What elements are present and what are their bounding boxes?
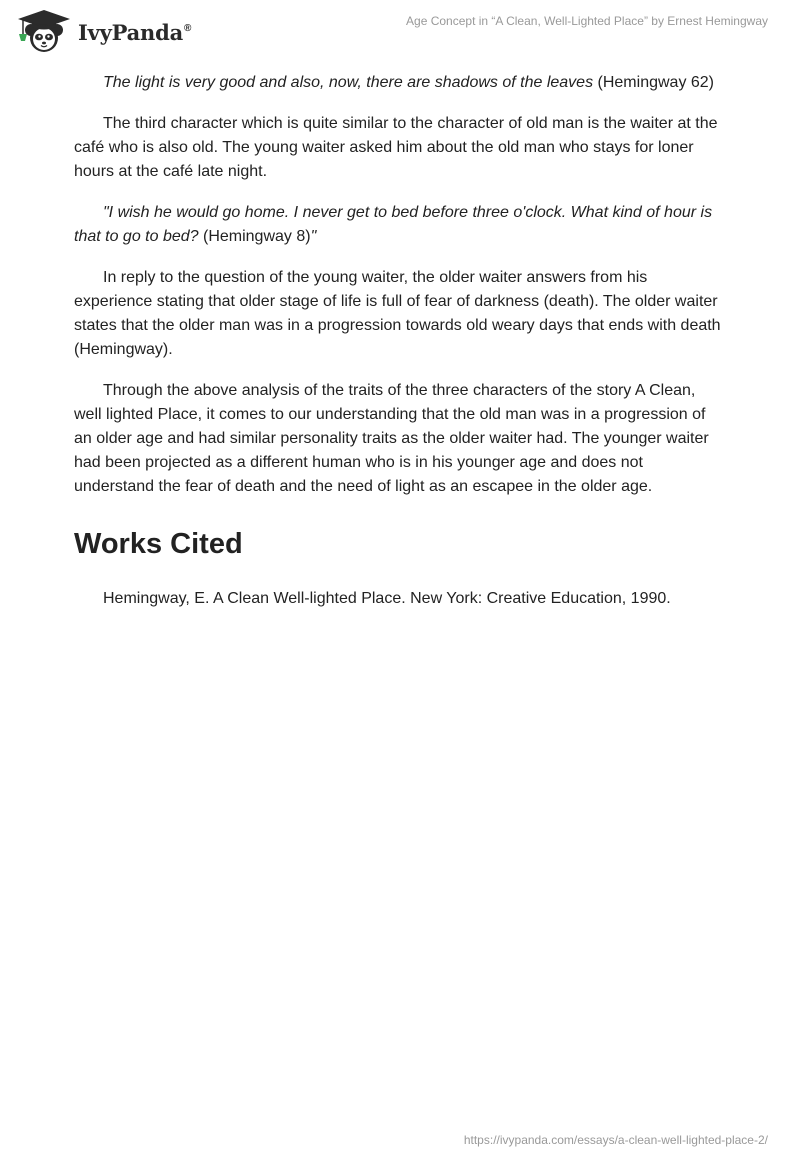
quote-paragraph-1 [74, 71, 724, 95]
works-cited-entry: Hemingway, E. A Clean Well-lighted Place. New York: Creative Education, 1990. [103, 590, 671, 607]
body-paragraph-2: In reply to the question of the young waiter, the older waiter answers from his experience stating that older stage of life is full of fear of darkness (death). The older waiter states that the older man was in a progression towards old weary days that ends with death (Hemingway). [74, 269, 721, 358]
body-paragraph-3: Through the above analysis of the traits of the three characters of the story A Clean, well lighted Place, it comes to our understanding that the old man was in a progression of an older age and had similar personality traits as the older waiter had. The younger waiter had been projected as a different human who is in his younger age and does not understand the fear of death and the need of light as an escapee in the older age. [74, 382, 709, 495]
works-cited-heading: Works Cited [74, 528, 243, 560]
running-title: Age Concept in “A Clean, Well-Lighted Place” by Ernest Hemingway [406, 14, 768, 28]
essay-content [74, 71, 724, 628]
registered-mark: ® [184, 22, 192, 34]
footer-url[interactable]: https://ivypanda.com/essays/a-clean-well-lighted-place-2/ [463, 1133, 768, 1147]
body-paragraph-1: The third character which is quite similar to the character of old man is the waiter at the café who is also old. The young waiter asked him about the old man who stays for loner hours at the café late night. [74, 115, 718, 180]
quote-2-citation: (Hemingway 8) [198, 228, 311, 245]
quote-1-citation: (Hemingway 62) [593, 74, 715, 91]
logo-text: IvyPanda® [78, 19, 192, 45]
quote-2-italic: "I wish he would go home. I never get to bed before three o'clock. What kind of hour is that to go to bed? [74, 204, 713, 245]
page-header [0, 0, 800, 60]
quote-1-italic: The light is very good and also, now, there are shadows of the leaves [103, 74, 594, 91]
quote-paragraph-2 [74, 201, 724, 249]
panda-graduate-icon [14, 8, 74, 54]
ivypanda-logo[interactable] [14, 8, 191, 54]
quote-2-end: " [310, 228, 317, 245]
